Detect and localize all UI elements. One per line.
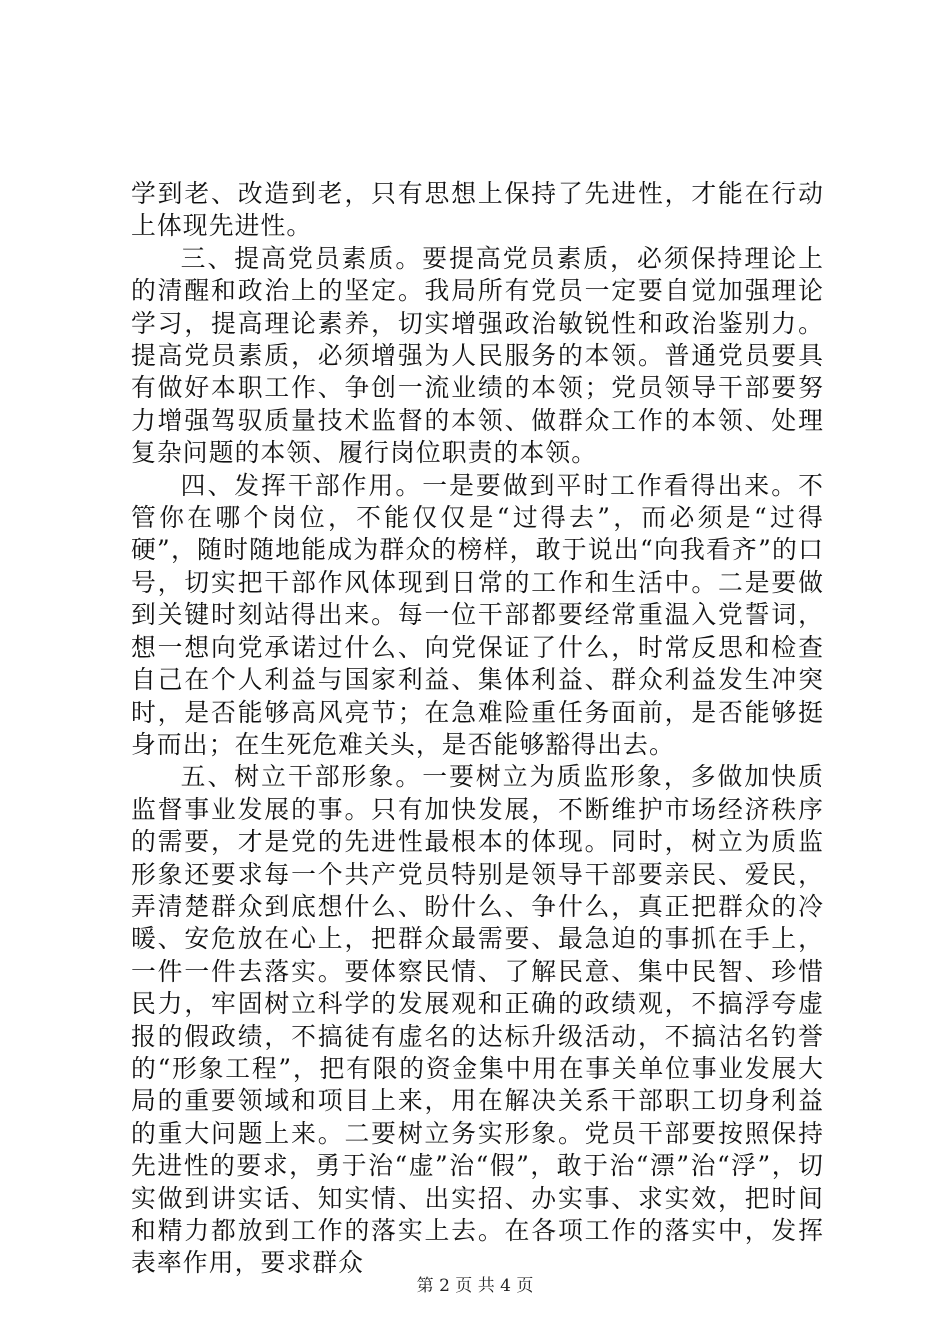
page-number-footer: 第 2 页 共 4 页 (416, 1276, 534, 1296)
paragraph-section-4: 四、发挥干部作用。一是要做到平时工作看得出来。不管你在哪个岗位，不能仅仅是“过得去”，而必须是“过得硬”，随时随地能成为群众的榜样，敢于说出“向我看齐”的口号，切实把干部作风体现到日常的工作和生活中。二是要做到关键时刻站得出来。每一位干部都要经常重温入党誓词，想一想向党承诺过什么、向党保证了什么，时常反思和检查自己在个人利益与国家利益、集体利益、群众利益发生冲突时，是否能够高风亮节；在急难险重任务面前，是否能够挺身而出；在生死危难关头，是否能够豁得出去。 (131, 470, 824, 759)
paragraph-section-5: 五、树立干部形象。一要树立为质监形象，多做加快质监督事业发展的事。只有加快发展，不断维护市场经济秩序的需要，才是党的先进性最根本的体现。同时，树立为质监形象还要求每一个共产党员特别是领导干部要亲民、爱民，弄清楚群众到底想什么、盼什么、争什么，真正把群众的冷暖、安危放在心上，把群众最需要、最急迫的事抓在手上，一件一件去落实。要体察民情、了解民意、集中民智、珍惜民力，牢固树立科学的发展观和正确的政绩观，不搞浮夸虚报的假政绩，不搞徒有虚名的达标升级活动，不搞沽名钓誉的“形象工程”，把有限的资金集中用在事关单位事业发展大局的重要领域和项目上来，用在解决关系干部职工切身利益的重大问题上来。二要树立务实形象。党员干部要按照保持先进性的要求，勇于治“虚”治“假”，敢于治“漂”治“浮”，切实做到讲实话、知实情、出实招、办实事、求实效，把时间和精力都放到工作的落实上去。在各项工作的落实中，发挥表率作用，要求群众 (131, 762, 824, 1278)
paragraph-continuation: 学到老、改造到老，只有思想上保持了先进性，才能在行动上体现先进性。 (131, 179, 824, 241)
paragraph-section-3: 三、提高党员素质。要提高党员素质，必须保持理论上的清醒和政治上的坚定。我局所有党员一定要自觉加强理论学习，提高理论素养，切实增强政治敏锐性和政治鉴别力。提高党员素质，必须增强为人民服务的本领。普通党员要具有做好本职工作、争创一流业绩的本领；党员领导干部要努力增强驾驭质量技术监督的本领、做群众工作的本领、处理复杂问题的本领、履行岗位职责的本领。 (131, 243, 824, 468)
document-body (131, 178, 824, 1280)
